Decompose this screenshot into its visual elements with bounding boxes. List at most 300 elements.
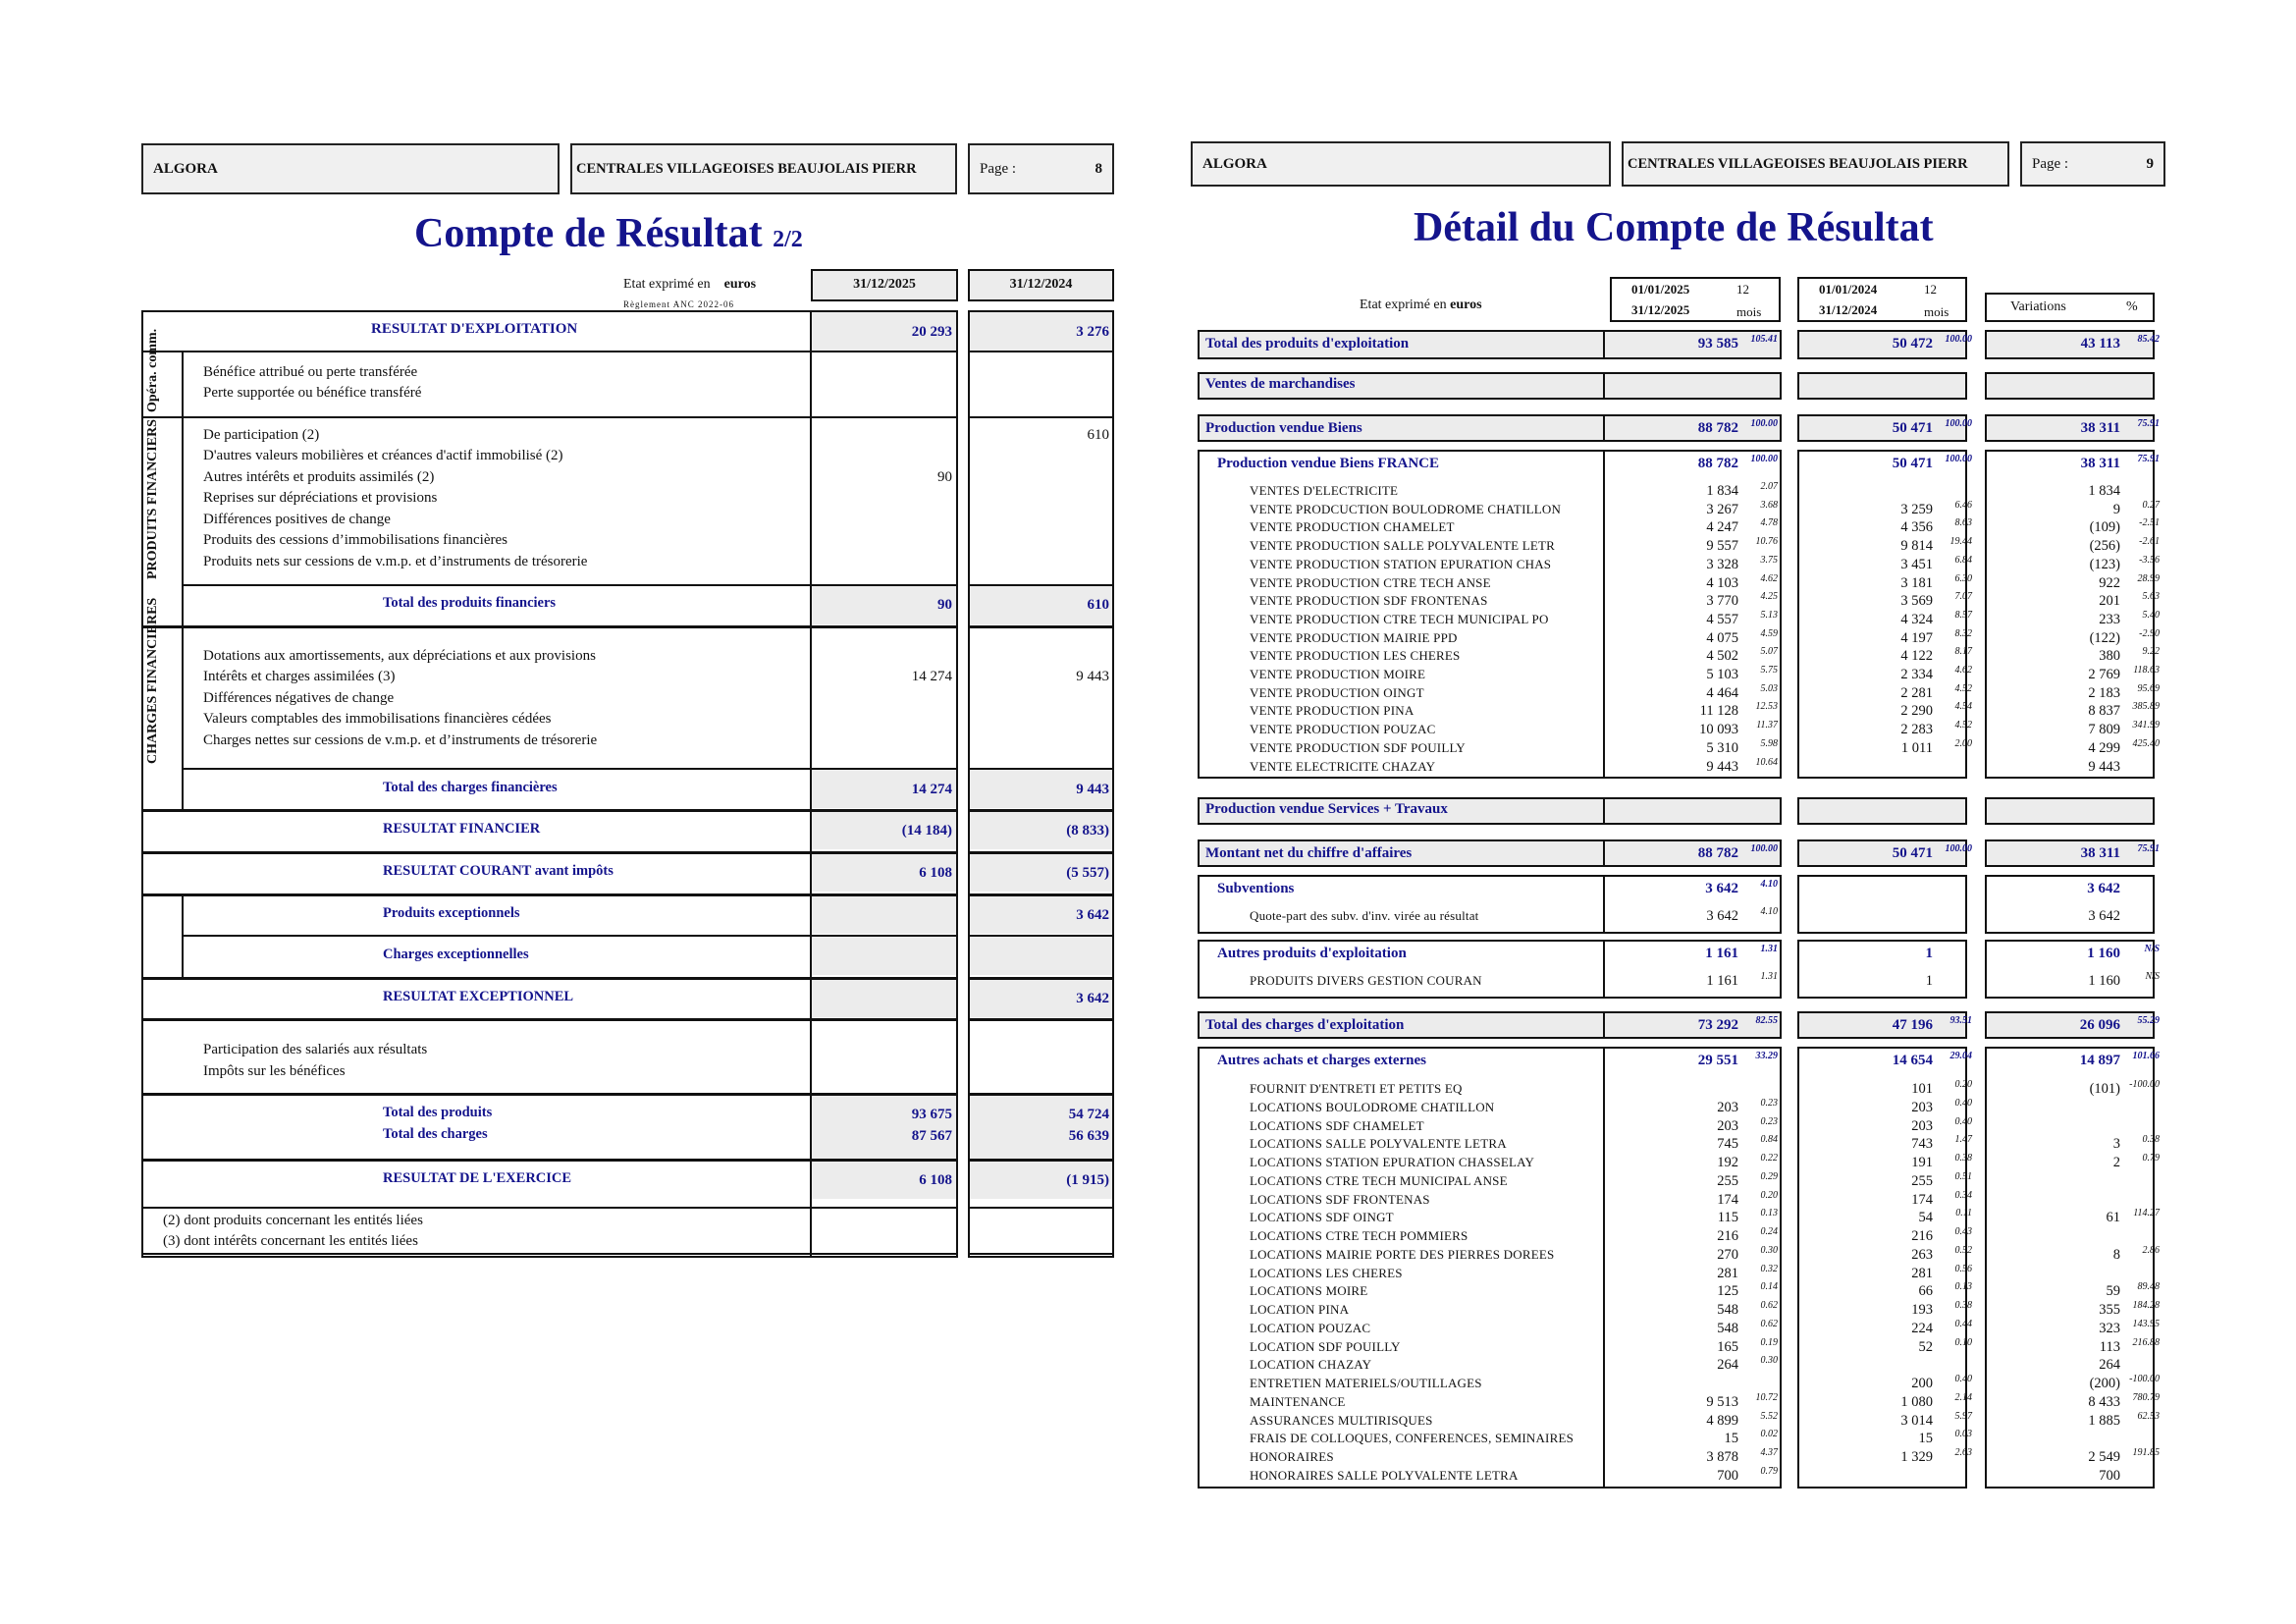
- achats-item-pct-2: 0.38: [1954, 1153, 1972, 1164]
- total-produits-label: Total des produits: [383, 1105, 493, 1120]
- achats-item-value-1: 281: [1717, 1265, 1738, 1281]
- achats-item-label: LOCATION POUZAC: [1250, 1320, 1371, 1335]
- resultat-exercice-v2: (1 915): [1066, 1172, 1109, 1188]
- achats-item-pct-2: 0.56: [1954, 1263, 1972, 1274]
- biens-item-label: VENTE PRODUCTION POUZAC: [1250, 722, 1436, 737]
- achats-item-label: LOCATIONS STATION EPURATION CHASSELAY: [1250, 1155, 1535, 1169]
- achats-item-label: HONORAIRES SALLE POLYVALENTE LETRA: [1250, 1467, 1519, 1483]
- right-page-box: [2020, 141, 2165, 187]
- achats-item-value-2: 52: [1918, 1338, 1933, 1355]
- biens-item-label: VENTE PRODUCTION MAIRIE PPD: [1250, 629, 1458, 645]
- biens-item-pct-3: 118.63: [2133, 665, 2160, 676]
- montant-net-ca-value-1: 88 782: [1697, 845, 1738, 861]
- biens-item-value-3: (256): [2089, 538, 2120, 555]
- achats-item-value-3: 323: [2099, 1320, 2120, 1336]
- autres-produits-item-pct-3: N/S: [2145, 971, 2160, 982]
- biens-item-pct-1: 5.98: [1760, 737, 1778, 749]
- achats-item-value-2: 191: [1911, 1155, 1933, 1170]
- row-col-sep: [1603, 1047, 1605, 1489]
- col1-unit: mois: [1736, 304, 1762, 319]
- biens-item-value-3: 2 769: [2088, 667, 2120, 682]
- autres-produits-exploitation-pct-3: N/S: [2144, 944, 2160, 954]
- biens-item-pct-1: 12.53: [1755, 701, 1778, 713]
- total-charges-exploitation-value-2: 47 196: [1892, 1017, 1933, 1033]
- achats-item-label: LOCATIONS SDF CHAMELET: [1250, 1117, 1424, 1133]
- biens-item-pct-2: 2.00: [1954, 737, 1972, 749]
- right-entity-box: [1622, 141, 2009, 187]
- achats-item-value-2: 15: [1918, 1431, 1933, 1447]
- total-produits-exploitation-value-3: 43 113: [2080, 336, 2120, 352]
- production-vendue-biens-pct-1: 100.00: [1750, 418, 1778, 429]
- biens-item-pct-1: 5.03: [1760, 682, 1778, 694]
- biens-item-pct-3: 95.69: [2137, 682, 2160, 694]
- achats-item-pct-1: 0.79: [1760, 1465, 1778, 1477]
- achats-item-value-2: 174: [1911, 1191, 1933, 1208]
- autres-achats-charges-externes-pct-3: 101.66: [2132, 1051, 2160, 1061]
- achats-item-value-2: 3 014: [1900, 1412, 1933, 1429]
- biens-item-label: VENTE PRODUCTION SDF FRONTENAS: [1250, 593, 1488, 609]
- biens-item-pct-1: 3.68: [1760, 499, 1778, 511]
- production-vendue-biens-pct-2: 100.00: [1945, 418, 1972, 429]
- biens-item-pct-1: 4.59: [1760, 627, 1778, 639]
- achats-item-value-3: 2: [2112, 1155, 2120, 1170]
- achats-item-value-1: 745: [1717, 1136, 1738, 1153]
- produits-exceptionnels-label: Produits exceptionnels: [383, 905, 520, 921]
- produits-financiers-header: PRODUITS FINANCIERS: [145, 419, 160, 579]
- charges-exceptionnelles-label: Charges exceptionnelles: [383, 947, 529, 962]
- total-charges-exploitation-pct-2: 93.51: [1949, 1015, 1972, 1026]
- achats-item-label: LOCATION PINA: [1250, 1302, 1350, 1317]
- subventions-label: Subventions: [1217, 881, 1295, 896]
- achats-item-label: LOCATION CHAZAY: [1250, 1357, 1372, 1373]
- biens-item-value-3: 1 834: [2088, 483, 2120, 499]
- total-produits-v2: 54 724: [1068, 1107, 1109, 1122]
- charges-fin-interets-v2: 9 443: [1076, 669, 1109, 684]
- biens-item-value-3: 9 443: [2088, 758, 2120, 775]
- biens-item-value-1: 3 267: [1706, 501, 1738, 517]
- biens-item-pct-1: 11.37: [1756, 720, 1778, 731]
- achats-item-value-1: 548: [1717, 1320, 1738, 1336]
- biens-item-pct-1: 5.13: [1760, 609, 1778, 621]
- achats-item-pct-2: 2.14: [1954, 1391, 1972, 1403]
- biens-item-value-1: 10 093: [1699, 722, 1738, 738]
- achats-item-pct-3: -100.00: [2129, 1079, 2160, 1090]
- row-col-sep: [1603, 940, 1605, 999]
- achats-item-value-3: 8: [2112, 1246, 2120, 1263]
- biens-item-pct-2: 6.30: [1954, 572, 1972, 584]
- achats-item-pct-3: 114.27: [2133, 1208, 2160, 1219]
- note-entites-interets: (3) dont intérêts concernant les entités liées: [163, 1233, 418, 1249]
- montant-net-ca-value-3: 38 311: [2080, 845, 2120, 861]
- col2-months: 12: [1924, 282, 1937, 297]
- row-col-sep: [1603, 797, 1605, 825]
- col3-label: Variations: [2010, 299, 2066, 314]
- biens-item-value-1: 11 128: [1699, 703, 1738, 720]
- biens-item-label: VENTE PRODUCTION SALLE POLYVALENTE LETR: [1250, 538, 1556, 554]
- biens-item-label: VENTE PRODUCTION CHAMELET: [1250, 519, 1455, 535]
- left-company-box: [141, 143, 560, 194]
- achats-item-pct-1: 0.02: [1760, 1429, 1778, 1440]
- biens-item-pct-3: -2.61: [2139, 536, 2160, 548]
- autres-produits-item-pct-1: 1.31: [1760, 971, 1778, 982]
- biens-item-value-2: 3 569: [1900, 593, 1933, 610]
- achats-item-label: LOCATIONS MOIRE: [1250, 1283, 1368, 1299]
- achats-item-value-3: 355: [2099, 1302, 2120, 1318]
- achats-item-label: ENTRETIEN MATERIELS/OUTILLAGES: [1250, 1376, 1482, 1390]
- achats-item-pct-2: 0.43: [1954, 1226, 1972, 1237]
- charges-fin-line: Dotations aux amortissements, aux dépréciations et aux provisions: [203, 648, 596, 664]
- achats-item-value-1: 264: [1717, 1357, 1738, 1374]
- achats-item-pct-1: 0.84: [1760, 1134, 1778, 1146]
- achats-item-pct-3: 0.79: [2142, 1153, 2160, 1164]
- prod-fin-interets-v1: 90: [937, 469, 952, 485]
- subventions-value-1: 3 642: [1705, 881, 1738, 896]
- subventions-item-value-3: 3 642: [2088, 908, 2120, 924]
- resultat-exploitation-v2: 3 276: [1076, 324, 1109, 340]
- achats-item-label: LOCATIONS CTRE TECH POMMIERS: [1250, 1228, 1468, 1243]
- biens-item-value-1: 4 502: [1706, 648, 1738, 665]
- biens-item-value-1: 3 328: [1706, 556, 1738, 572]
- resultat-courant-v1: 6 108: [919, 865, 952, 881]
- total-charges-exploitation-value-3: 26 096: [2079, 1017, 2120, 1033]
- biens-item-pct-3: 5.63: [2142, 591, 2160, 603]
- biens-item-value-3: 201: [2099, 593, 2120, 610]
- biens-item-value-1: 9 443: [1706, 758, 1738, 775]
- achats-item-value-1: 174: [1717, 1191, 1738, 1208]
- biens-item-pct-3: 5.40: [2142, 609, 2160, 621]
- prod-fin-line: Autres intérêts et produits assimilés (2): [203, 469, 435, 485]
- biens-item-pct-1: 3.75: [1760, 554, 1778, 566]
- biens-item-label: VENTE PRODUCTION MOIRE: [1250, 667, 1426, 681]
- achats-item-pct-3: 62.53: [2137, 1410, 2160, 1422]
- achats-item-pct-1: 0.22: [1760, 1153, 1778, 1164]
- biens-item-value-2: 3 181: [1900, 574, 1933, 591]
- charges-fin-line: Différences négatives de change: [203, 690, 395, 706]
- biens-item-label: VENTE PRODUCTION STATION EPURATION CHAS: [1250, 556, 1552, 571]
- biens-item-label: VENTES D'ELECTRICITE: [1250, 483, 1399, 498]
- resultat-financier-v2: (8 833): [1066, 823, 1109, 839]
- col1-months: 12: [1736, 282, 1749, 297]
- biens-item-value-2: 2 334: [1900, 667, 1933, 682]
- left-company-name: ALGORA: [153, 160, 218, 177]
- row-frame-col3: [1985, 797, 2155, 825]
- left-page-number: 8: [1095, 160, 1102, 177]
- achats-item-value-3: 59: [2106, 1283, 2120, 1300]
- biens-item-label: VENTE PRODUCTION CTRE TECH ANSE: [1250, 574, 1491, 590]
- prod-fin-line: Produits des cessions d’immobilisations financières: [203, 532, 507, 548]
- biens-item-pct-1: 4.25: [1760, 591, 1778, 603]
- left-page-title: Compte de Résultat 2/2: [414, 211, 803, 256]
- production-vendue-biens-value-1: 88 782: [1697, 420, 1738, 436]
- achats-item-value-2: 66: [1918, 1283, 1933, 1300]
- autres-produits-item-value-3: 1 160: [2088, 973, 2120, 989]
- biens-item-pct-2: 8.57: [1954, 609, 1972, 621]
- total-charges-exploitation-pct-1: 82.55: [1755, 1015, 1778, 1026]
- biens-item-pct-1: 10.76: [1755, 536, 1778, 548]
- achats-item-pct-3: 184.28: [2132, 1300, 2160, 1311]
- autres-produits-exploitation-pct-1: 1.31: [1760, 944, 1778, 954]
- achats-item-pct-3: 780.79: [2132, 1391, 2160, 1403]
- achats-item-pct-3: 143.95: [2132, 1318, 2160, 1329]
- montant-net-ca-value-2: 50 471: [1892, 845, 1933, 861]
- total-produits-exploitation-pct-1: 105.41: [1750, 334, 1778, 345]
- autres-produits-item-label: PRODUITS DIVERS GESTION COURAN: [1250, 973, 1482, 988]
- right-col3-header: [1985, 293, 2155, 322]
- resultat-exploitation-v1: 20 293: [911, 324, 952, 340]
- achats-item-pct-1: 10.72: [1755, 1391, 1778, 1403]
- achats-item-pct-2: 5.97: [1954, 1410, 1972, 1422]
- biens-item-pct-3: 0.27: [2142, 499, 2160, 511]
- total-produits-financiers-label: Total des produits financiers: [383, 595, 557, 611]
- achats-item-label: LOCATIONS CTRE TECH MUNICIPAL ANSE: [1250, 1172, 1508, 1188]
- achats-item-value-2: 281: [1911, 1265, 1933, 1281]
- biens-item-label: VENTE PRODCUCTION BOULODROME CHATILLON: [1250, 501, 1562, 516]
- resultat-exercice-label: RESULTAT DE L'EXERCICE: [383, 1170, 572, 1186]
- biens-item-value-3: (109): [2089, 519, 2120, 536]
- achats-item-value-3: 1 885: [2088, 1412, 2120, 1429]
- achats-item-label: HONORAIRES: [1250, 1449, 1334, 1464]
- achats-item-value-1: 165: [1717, 1338, 1738, 1355]
- left-page-label: Page :: [980, 160, 1017, 177]
- achats-item-pct-1: 4.37: [1760, 1447, 1778, 1458]
- biens-item-value-2: 2 290: [1900, 703, 1933, 720]
- biens-item-value-1: 4 464: [1706, 684, 1738, 701]
- autres-produits-item-value-2: 1: [1925, 973, 1933, 989]
- opera-line-1: Bénéfice attribué ou perte transférée: [203, 364, 418, 380]
- achats-item-label: FRAIS DE COLLOQUES, CONFERENCES, SEMINAIRES: [1250, 1431, 1575, 1446]
- biens-item-pct-2: 4.52: [1954, 720, 1972, 731]
- subventions-item-label: Quote-part des subv. d'inv. virée au résultat: [1250, 908, 1479, 923]
- biens-item-value-1: 5 103: [1706, 667, 1738, 682]
- prod-fin-line: Produits nets sur cessions de v.m.p. et d’instruments de trésorerie: [203, 554, 588, 569]
- prod-fin-line: De participation (2): [203, 427, 320, 443]
- achats-item-pct-2: 0.40: [1954, 1097, 1972, 1109]
- achats-item-pct-1: 0.29: [1760, 1170, 1778, 1182]
- biens-item-pct-1: 4.62: [1760, 572, 1778, 584]
- biens-item-value-2: 3 451: [1900, 556, 1933, 572]
- achats-item-value-1: 203: [1717, 1117, 1738, 1134]
- resultat-exceptionnel-v2: 3 642: [1076, 991, 1109, 1006]
- achats-item-pct-2: 0.34: [1954, 1189, 1972, 1201]
- total-produits-exploitation-label: Total des produits d'exploitation: [1205, 336, 1410, 352]
- achats-item-pct-1: 0.13: [1760, 1208, 1778, 1219]
- production-vendue-biens-france-value-2: 50 471: [1892, 456, 1933, 471]
- achats-item-value-2: 203: [1911, 1117, 1933, 1134]
- right-company-name: ALGORA: [1202, 155, 1267, 172]
- biens-item-pct-2: 8.63: [1954, 517, 1972, 529]
- biens-item-value-3: 922: [2099, 574, 2120, 591]
- achats-item-value-2: 1 329: [1900, 1449, 1933, 1465]
- achats-item-value-2: 224: [1911, 1320, 1933, 1336]
- autres-produits-exploitation-value-2: 1: [1925, 946, 1933, 961]
- achats-item-value-1: 548: [1717, 1302, 1738, 1318]
- total-produits-exploitation-pct-3: 85.42: [2137, 334, 2160, 345]
- right-company-box: [1191, 141, 1611, 187]
- production-vendue-biens-value-3: 38 311: [2080, 420, 2120, 436]
- achats-item-pct-2: 0.52: [1954, 1244, 1972, 1256]
- prod-fin-line: D'autres valeurs mobilières et créances d'actif immobilisé (2): [203, 448, 563, 463]
- biens-item-pct-3: -3.56: [2139, 554, 2160, 566]
- autres-achats-charges-externes-value-1: 29 551: [1697, 1053, 1738, 1068]
- total-produits-exploitation-value-2: 50 472: [1892, 336, 1933, 352]
- achats-item-value-2: 263: [1911, 1246, 1933, 1263]
- left-expr-label: Etat exprimé en euros: [623, 277, 757, 292]
- achats-item-value-2: 200: [1911, 1376, 1933, 1391]
- biens-item-pct-2: 7.07: [1954, 591, 1972, 603]
- achats-item-pct-2: 0.10: [1954, 1336, 1972, 1348]
- ventes-marchandises-label: Ventes de marchandises: [1205, 376, 1356, 392]
- left-entity-box: [570, 143, 957, 194]
- col2-to: 31/12/2024: [1819, 302, 1878, 317]
- opera-comm-header: Opéra. comm.: [145, 328, 160, 412]
- notes-box-col2: [968, 1207, 1114, 1258]
- achats-item-pct-3: 216.88: [2132, 1336, 2160, 1348]
- achats-item-label: ASSURANCES MULTIRISQUES: [1250, 1412, 1433, 1428]
- biens-item-pct-3: -2.90: [2139, 627, 2160, 639]
- col3-unit: %: [2126, 299, 2138, 314]
- production-vendue-biens-france-label: Production vendue Biens FRANCE: [1217, 456, 1439, 471]
- resultat-financier-label: RESULTAT FINANCIER: [383, 821, 541, 837]
- production-vendue-biens-france-value-1: 88 782: [1697, 456, 1738, 471]
- achats-item-value-3: 2 549: [2088, 1449, 2120, 1465]
- achats-item-pct-1: 0.23: [1760, 1097, 1778, 1109]
- achats-item-label: LOCATIONS SDF FRONTENAS: [1250, 1191, 1430, 1207]
- produits-exceptionnels-v2: 3 642: [1076, 907, 1109, 923]
- resultat-courant-label: RESULTAT COURANT avant impôts: [383, 863, 614, 879]
- montant-net-ca-pct-1: 100.00: [1750, 843, 1778, 854]
- total-charges-exploitation-value-1: 73 292: [1697, 1017, 1738, 1033]
- achats-item-value-3: 113: [2099, 1338, 2120, 1355]
- achats-item-label: LOCATIONS SDF OINGT: [1250, 1210, 1394, 1225]
- biens-item-value-3: 7 809: [2088, 722, 2120, 738]
- biens-item-value-3: (122): [2089, 629, 2120, 646]
- achats-item-label: LOCATIONS SALLE POLYVALENTE LETRA: [1250, 1136, 1507, 1152]
- achats-item-value-1: 115: [1717, 1210, 1738, 1226]
- autres-achats-charges-externes-pct-2: 29.04: [1949, 1051, 1972, 1061]
- achats-item-value-3: 700: [2099, 1467, 2120, 1484]
- total-charges-financieres-v1: 14 274: [911, 782, 952, 797]
- achats-item-value-1: 700: [1717, 1467, 1738, 1484]
- biens-item-pct-3: -2.51: [2139, 517, 2160, 529]
- achats-item-pct-2: 0.51: [1954, 1170, 1972, 1182]
- achats-item-value-3: 3: [2112, 1136, 2120, 1153]
- biens-item-value-1: 3 770: [1706, 593, 1738, 610]
- biens-item-pct-2: 4.62: [1954, 665, 1972, 676]
- biens-item-value-2: 3 259: [1900, 501, 1933, 517]
- achats-item-pct-1: 0.14: [1760, 1281, 1778, 1293]
- biens-item-value-3: 2 183: [2088, 684, 2120, 701]
- left-col1-header: 31/12/2025: [811, 269, 958, 301]
- left-page-box: [968, 143, 1114, 194]
- achats-item-pct-1: 0.62: [1760, 1300, 1778, 1311]
- biens-item-pct-3: 28.99: [2137, 572, 2160, 584]
- achats-item-value-1: 216: [1717, 1228, 1738, 1244]
- resultat-exercice-v1: 6 108: [919, 1172, 952, 1188]
- subventions-item-value-1: 3 642: [1706, 908, 1738, 924]
- biens-item-value-1: 9 557: [1706, 538, 1738, 555]
- montant-net-ca-pct-3: 75.91: [2137, 843, 2160, 854]
- achats-item-value-1: 9 513: [1706, 1393, 1738, 1410]
- autres-achats-charges-externes-label: Autres achats et charges externes: [1217, 1053, 1426, 1068]
- biens-item-pct-1: 5.75: [1760, 665, 1778, 676]
- achats-item-pct-3: 0.38: [2142, 1134, 2160, 1146]
- biens-item-value-1: 4 557: [1706, 611, 1738, 627]
- subventions-item-pct-1: 4.10: [1760, 906, 1778, 917]
- achats-item-pct-3: 89.48: [2137, 1281, 2160, 1293]
- biens-item-value-2: 1 011: [1900, 739, 1933, 756]
- autres-achats-charges-externes-value-3: 14 897: [2079, 1053, 2120, 1068]
- achats-item-value-2: 54: [1918, 1210, 1933, 1226]
- achats-item-label: LOCATIONS MAIRIE PORTE DES PIERRES DOREES: [1250, 1246, 1555, 1262]
- total-produits-v1: 93 675: [911, 1107, 952, 1122]
- achats-item-pct-3: 2.86: [2142, 1244, 2160, 1256]
- achats-item-pct-1: 0.32: [1760, 1263, 1778, 1274]
- subventions-value-3: 3 642: [2087, 881, 2120, 896]
- achats-item-pct-2: 0.20: [1954, 1079, 1972, 1090]
- biens-item-value-2: 2 281: [1900, 684, 1933, 701]
- biens-item-value-3: 233: [2099, 611, 2120, 627]
- biens-item-pct-2: 8.32: [1954, 627, 1972, 639]
- biens-item-label: VENTE PRODUCTION CTRE TECH MUNICIPAL PO: [1250, 611, 1549, 626]
- achats-item-pct-1: 0.20: [1760, 1189, 1778, 1201]
- production-vendue-biens-pct-3: 75.91: [2137, 418, 2160, 429]
- row-frame-col2: [1797, 875, 1967, 934]
- resultat-financier-v1: (14 184): [901, 823, 952, 839]
- col1-to: 31/12/2025: [1631, 302, 1690, 317]
- achats-item-pct-2: 0.13: [1954, 1281, 1972, 1293]
- achats-item-pct-1: 0.30: [1760, 1244, 1778, 1256]
- left-regl: Règlement ANC 2022-06: [623, 299, 734, 309]
- achats-item-value-1: 3 878: [1706, 1449, 1738, 1465]
- biens-item-value-1: 4 103: [1706, 574, 1738, 591]
- biens-item-pct-2: 4.52: [1954, 682, 1972, 694]
- resultat-courant-v2: (5 557): [1066, 865, 1109, 881]
- left-entity-name: CENTRALES VILLAGEOISES BEAUJOLAIS PIERR: [576, 160, 917, 177]
- achats-item-pct-2: 0.03: [1954, 1429, 1972, 1440]
- autres-achats-charges-externes-pct-1: 33.29: [1755, 1051, 1778, 1061]
- achats-item-value-1: 15: [1724, 1431, 1738, 1447]
- total-charges-label: Total des charges: [383, 1126, 488, 1142]
- total-produits-exploitation-value-1: 93 585: [1697, 336, 1738, 352]
- left-expr-currency: euros: [723, 277, 757, 292]
- charges-fin-line: Charges nettes sur cessions de v.m.p. et d’instruments de trésorerie: [203, 732, 598, 748]
- biens-item-label: VENTE ELECTRICITE CHAZAY: [1250, 758, 1436, 774]
- achats-item-pct-2: 0.40: [1954, 1115, 1972, 1127]
- biens-item-label: VENTE PRODUCTION PINA: [1250, 703, 1415, 719]
- production-vendue-biens-france-pct-1: 100.00: [1750, 454, 1778, 464]
- row-col-sep: [1603, 450, 1605, 779]
- achats-item-pct-1: 0.62: [1760, 1318, 1778, 1329]
- row-col-sep: [1603, 372, 1605, 400]
- total-charges-exploitation-pct-3: 55.29: [2137, 1015, 2160, 1026]
- col2-from: 01/01/2024: [1819, 282, 1878, 297]
- biens-item-value-2: 9 814: [1900, 538, 1933, 555]
- total-charges-v2: 56 639: [1068, 1128, 1109, 1144]
- autres-produits-exploitation-value-3: 1 160: [2087, 946, 2120, 961]
- biens-item-value-3: (123): [2089, 556, 2120, 572]
- prod-fin-participation-v2: 610: [1087, 427, 1109, 443]
- right-col1-header: [1610, 277, 1781, 322]
- resultat-exceptionnel-label: RESULTAT EXCEPTIONNEL: [383, 989, 574, 1004]
- autres-produits-item-value-1: 1 161: [1706, 973, 1738, 989]
- biens-item-value-2: 4 122: [1900, 648, 1933, 665]
- biens-item-value-2: 4 324: [1900, 611, 1933, 627]
- achats-item-value-2: 1 080: [1900, 1393, 1933, 1410]
- total-charges-exploitation-label: Total des charges d'exploitation: [1205, 1017, 1405, 1033]
- total-produits-financiers-v2: 610: [1087, 597, 1109, 613]
- biens-item-value-1: 4 075: [1706, 629, 1738, 646]
- biens-item-pct-2: 6.46: [1954, 499, 1972, 511]
